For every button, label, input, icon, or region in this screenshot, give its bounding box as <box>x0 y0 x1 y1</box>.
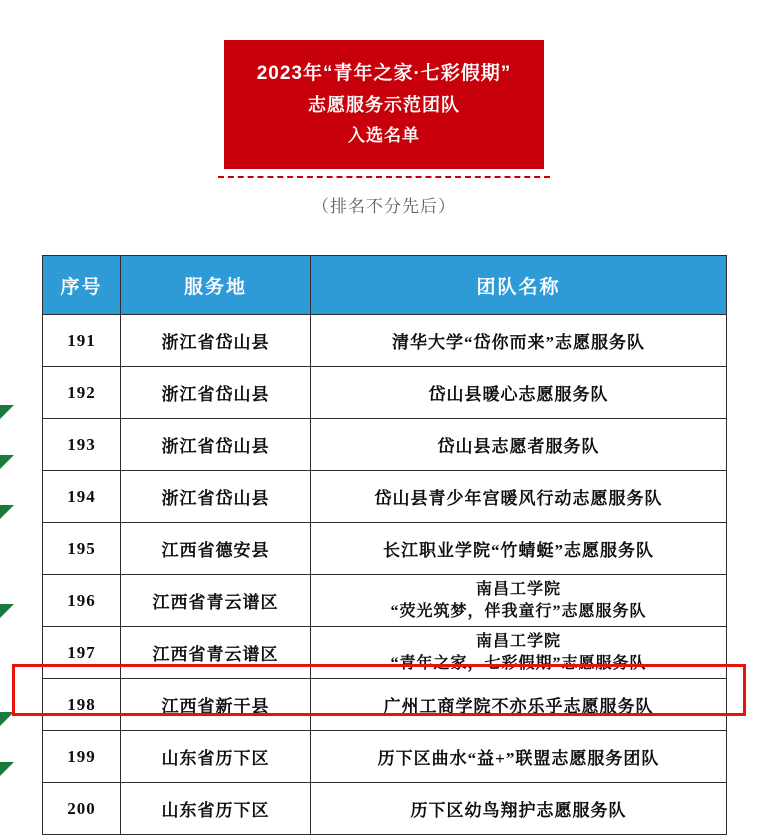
column-header-team: 团队名称 <box>311 256 727 315</box>
table-row <box>43 627 727 679</box>
cell-index: 192 <box>43 367 121 419</box>
cell-index: 197 <box>43 627 121 679</box>
cell-team <box>311 575 727 627</box>
table-row <box>43 523 727 575</box>
table-header-row <box>43 256 727 315</box>
cell-team-line-1: 南昌工学院 <box>475 632 561 650</box>
cell-team: 广州工商学院不亦乐乎志愿服务队 <box>311 679 727 731</box>
cell-team <box>311 627 727 679</box>
table-row-highlighted <box>43 679 727 731</box>
cell-place: 江西省新干县 <box>121 679 311 731</box>
cell-place: 江西省青云谱区 <box>121 575 311 627</box>
column-header-index: 序号 <box>43 256 121 315</box>
list-table <box>42 255 727 835</box>
cell-team-multiline <box>312 631 725 674</box>
cell-index: 200 <box>43 783 121 835</box>
edge-mark-icon <box>0 604 14 618</box>
cell-index: 196 <box>43 575 121 627</box>
edge-mark-icon <box>0 762 14 776</box>
cell-team: 岱山县青少年宫暖风行动志愿服务队 <box>311 471 727 523</box>
cell-place: 浙江省岱山县 <box>121 367 311 419</box>
cell-team-multiline <box>312 579 725 622</box>
table-row <box>43 731 727 783</box>
cell-place: 浙江省岱山县 <box>121 419 311 471</box>
column-header-place: 服务地 <box>121 256 311 315</box>
table-row <box>43 575 727 627</box>
cell-place: 江西省青云谱区 <box>121 627 311 679</box>
cell-team: 岱山县暖心志愿服务队 <box>311 367 727 419</box>
edge-mark-icon <box>0 712 14 726</box>
cell-place: 浙江省岱山县 <box>121 471 311 523</box>
cell-place: 山东省历下区 <box>121 731 311 783</box>
table-row <box>43 367 727 419</box>
edge-mark-icon <box>0 405 14 419</box>
banner-title-line-2: 志愿服务示范团队 <box>308 94 460 115</box>
list-table-wrapper <box>42 255 726 835</box>
subtitle: （排名不分先后） <box>312 197 456 216</box>
cell-index: 191 <box>43 315 121 367</box>
cell-team-line-2: “荧光筑梦，伴我童行”志愿服务队 <box>390 602 647 620</box>
cell-team: 清华大学“岱你而来”志愿服务队 <box>311 315 727 367</box>
dashed-divider <box>218 176 550 178</box>
cell-team: 历下区幼鸟翔护志愿服务队 <box>311 783 727 835</box>
banner-title-line-3: 入选名单 <box>348 125 420 145</box>
cell-index: 194 <box>43 471 121 523</box>
table-row <box>43 783 727 835</box>
cell-place: 江西省德安县 <box>121 523 311 575</box>
cell-team: 历下区曲水“益+”联盟志愿服务团队 <box>311 731 727 783</box>
cell-place: 山东省历下区 <box>121 783 311 835</box>
cell-team-line-1: 南昌工学院 <box>475 580 561 598</box>
cell-place: 浙江省岱山县 <box>121 315 311 367</box>
cell-index: 198 <box>43 679 121 731</box>
banner-title-line-1: 2023年“青年之家·七彩假期” <box>256 62 512 84</box>
cell-index: 199 <box>43 731 121 783</box>
title-banner <box>224 40 544 169</box>
table-row <box>43 315 727 367</box>
cell-team: 长江职业学院“竹蜻蜓”志愿服务队 <box>311 523 727 575</box>
table-row <box>43 471 727 523</box>
cell-index: 195 <box>43 523 121 575</box>
table-row <box>43 419 727 471</box>
cell-team-line-2: “青年之家，七彩假期”志愿服务队 <box>390 654 647 672</box>
edge-mark-icon <box>0 455 14 469</box>
cell-index: 193 <box>43 419 121 471</box>
edge-mark-icon <box>0 505 14 519</box>
cell-team: 岱山县志愿者服务队 <box>311 419 727 471</box>
